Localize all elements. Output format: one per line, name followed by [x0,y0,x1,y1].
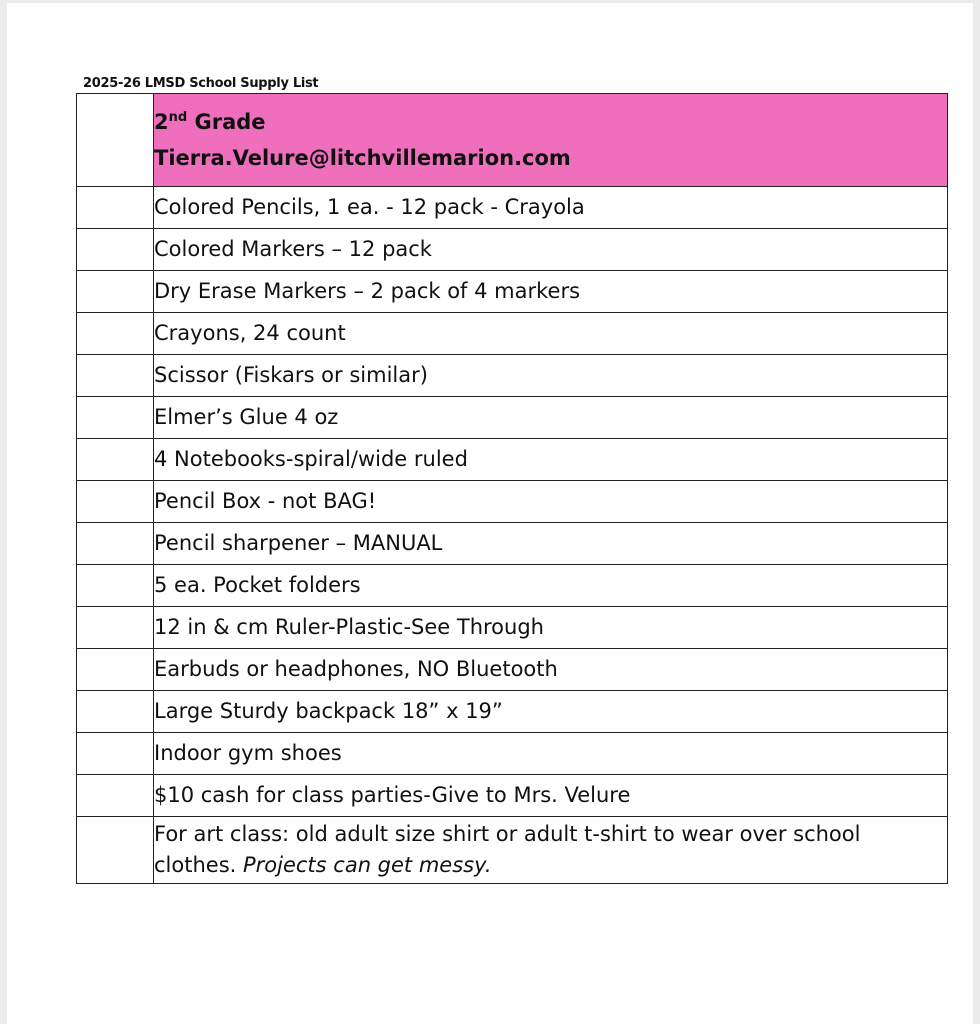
check-cell [77,649,154,691]
check-cell [77,817,154,884]
art-class-text: For art class: old adult size shirt or adult t-shirt to wear over school clothes. [154,822,861,877]
item-cell: Dry Erase Markers – 2 pack of 4 markers [154,271,948,313]
check-cell [77,229,154,271]
item-cell: 12 in & cm Ruler-Plastic-See Through [154,607,948,649]
check-cell [77,481,154,523]
item-cell: 5 ea. Pocket folders [154,565,948,607]
item-cell: Crayons, 24 count [154,313,948,355]
check-cell [77,607,154,649]
document-title: 2025-26 LMSD School Supply List [83,76,319,91]
table-row [77,355,948,397]
check-cell [77,397,154,439]
header-check-cell [77,94,154,187]
item-cell: Large Sturdy backpack 18” x 19” [154,691,948,733]
item-cell: Colored Pencils, 1 ea. - 12 pack - Crayola [154,187,948,229]
header-row [77,94,948,187]
check-cell [77,565,154,607]
teacher-email: Tierra.Velure@litchvillemarion.com [154,146,571,170]
table-row [77,565,948,607]
grade-word: Grade [187,110,266,134]
table-row [77,691,948,733]
check-cell [77,355,154,397]
table-row [77,481,948,523]
table-row [77,271,948,313]
item-cell: Elmer’s Glue 4 oz [154,397,948,439]
table-row [77,733,948,775]
art-class-item-cell [154,817,948,884]
table-row [77,607,948,649]
supply-list-table [76,93,948,884]
check-cell [77,313,154,355]
table-row [77,313,948,355]
check-cell [77,733,154,775]
item-cell: Pencil sharpener – MANUAL [154,523,948,565]
table-row [77,775,948,817]
check-cell [77,775,154,817]
check-cell [77,271,154,313]
document-page [7,3,973,1024]
table-row [77,229,948,271]
item-cell: Colored Markers – 12 pack [154,229,948,271]
check-cell [77,523,154,565]
table-row [77,523,948,565]
item-cell: Earbuds or headphones, NO Bluetooth [154,649,948,691]
header-cell [154,94,948,187]
table-row [77,187,948,229]
item-cell: Pencil Box - not BAG! [154,481,948,523]
grade-label [154,104,947,140]
item-cell: Indoor gym shoes [154,733,948,775]
check-cell [77,691,154,733]
grade-number: 2 [154,110,169,134]
item-cell: $10 cash for class parties-Give to Mrs. Velure [154,775,948,817]
table-row [77,817,948,884]
check-cell [77,439,154,481]
check-cell [77,187,154,229]
table-row [77,649,948,691]
grade-suffix: nd [168,110,188,125]
item-cell: 4 Notebooks-spiral/wide ruled [154,439,948,481]
table-row [77,397,948,439]
art-class-note: Projects can get messy. [242,853,492,877]
item-cell: Scissor (Fiskars or similar) [154,355,948,397]
table-row [77,439,948,481]
